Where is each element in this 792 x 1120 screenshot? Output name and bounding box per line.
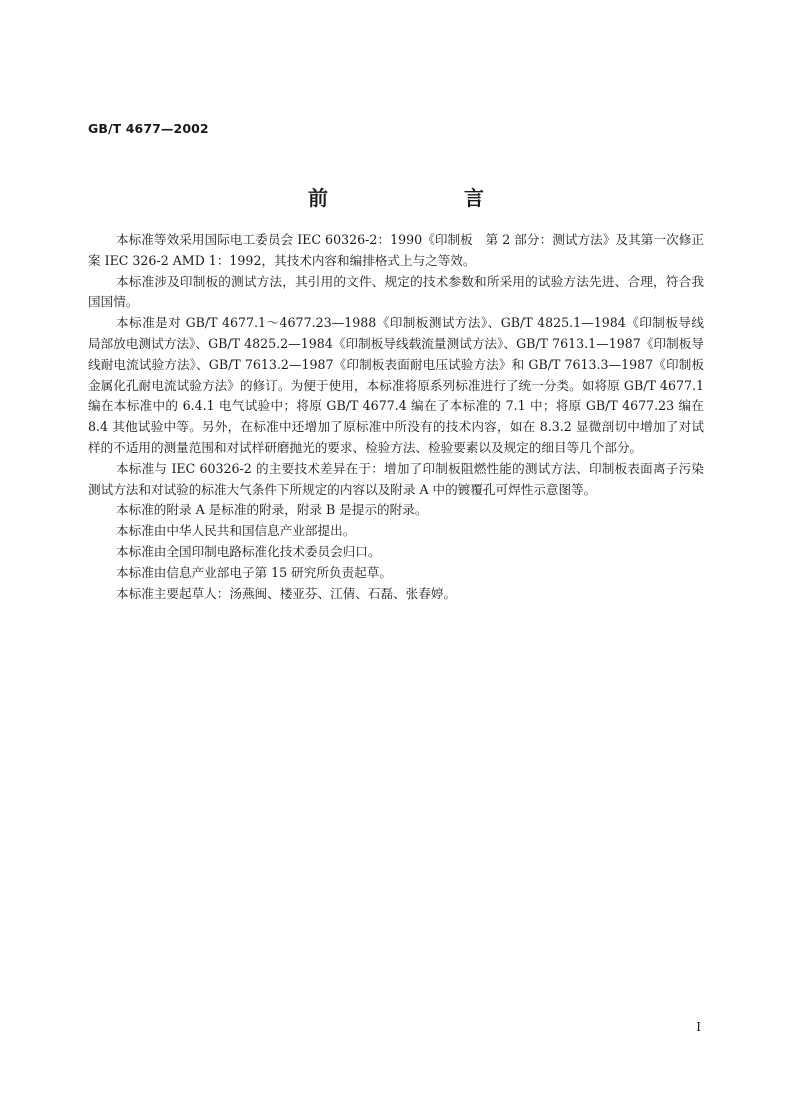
standard-code: GB/T 4677—2002 [88, 121, 209, 136]
paragraph-4: 本标准与 IEC 60326-2 的主要技术差异在于：增加了印制板阻燃性能的测试方法、印制板表面离子污染测试方法和对试验的标准大气条件下所规定的内容以及附录 A 中的镀覆孔可焊性示意图等。 [88, 460, 704, 497]
paragraph-3: 本标准是对 GB/T 4677.1～4677.23—1988《印制板测试方法》、GB/T 4825.1—1984《印制板导线局部放电测试方法》、GB/T 4825.2—1984《印制板导线载流量测试方法》、GB/T 7613.1—1987《印制板导线耐电流试验方法》、GB/T 7613.2—1987《印制板表面耐电压试验方法》和 GB/T 7613.3—1987《印制板金属化孔耐电流试验方法》的修订。为便于使用，本标准将原系列标准进行了统一分类。如将原 GB/T 4677.1 编在本标准中的 6.4.1 电气试验中；将原 GB/T 4677.4 编在了本标准的 7.1 中；将原 GB/T 4677.23 编在 8.4 其他试验中等。另外，在标准中还增加了原标准中所没有的技术内容，如在 8.3.2 显微剖切中增加了对试样的不适用的测量范围和对试样研磨抛光的要求、检验方法、检验要素以及规定的细目等几个部分。 [88, 315, 704, 455]
paragraph-1: 本标准等效采用国际电工委员会 IEC 60326-2：1990《印制板 第 2 部分：测试方法》及其第一次修正案 IEC 326-2 AMD 1：1992，其技术内容和编排格式上与之等效。 [88, 232, 704, 268]
paragraph-5: 本标准的附录 A 是标准的附录，附录 B 是提示的附录。 [116, 502, 428, 518]
page-number: I [696, 1020, 701, 1034]
paragraph-9: 本标准主要起草人：汤燕闽、楼亚芬、江倩、石磊、张春婷。 [116, 585, 457, 601]
paragraph-7: 本标准由全国印制电路标准化技术委员会归口。 [116, 543, 381, 559]
paragraph-2: 本标准涉及印制板的测试方法，其引用的文件、规定的技术参数和所采用的试验方法先进、合理，符合我国国情。 [88, 273, 704, 310]
page-title: 前 言 [308, 186, 542, 210]
foreword-body [88, 230, 704, 604]
paragraph-8: 本标准由信息产业部电子第 15 研究所负责起草。 [116, 564, 392, 580]
paragraph-6: 本标准由中华人民共和国信息产业部提出。 [116, 523, 356, 539]
